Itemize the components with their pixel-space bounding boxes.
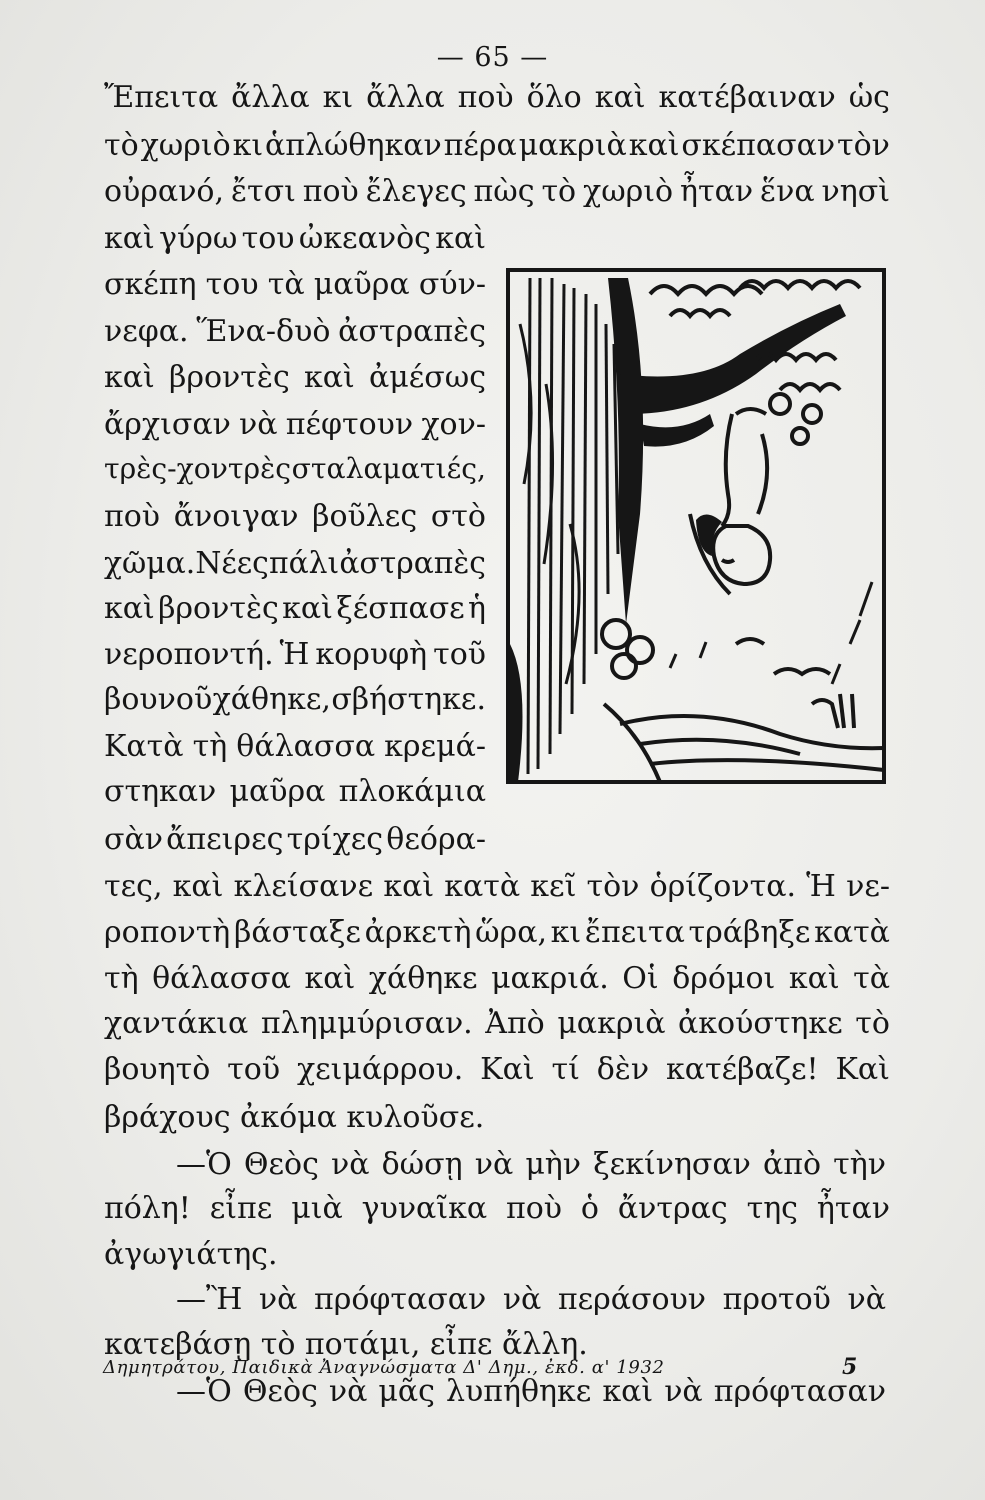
word: καὶ [104, 360, 155, 395]
word: νὰ [239, 407, 278, 442]
word: νησὶ [821, 174, 890, 209]
word: ὁρίζοντα. [649, 869, 796, 904]
word: μιὰ [291, 1191, 343, 1226]
word: ἔλεγες [365, 174, 467, 209]
word: πρόφτασαν [713, 1374, 886, 1409]
word: ἄπειρες [166, 822, 284, 857]
word: στηκαν [104, 774, 217, 809]
word: Ἡ [806, 869, 836, 904]
word: τὴ [104, 961, 139, 996]
word: Ἀπὸ [485, 1006, 545, 1041]
word: τὰ [853, 961, 890, 996]
word: δὲν [596, 1052, 650, 1087]
word: καὶ [104, 591, 155, 626]
word: δρόμοι [672, 961, 776, 996]
word: ἦταν [680, 174, 754, 209]
word: ροποντὴ [104, 915, 231, 950]
word: μὴν [525, 1147, 582, 1182]
word: κι [232, 128, 264, 163]
word: μακριὰ [518, 128, 627, 163]
word: τρίχες [286, 822, 384, 857]
word: δώσῃ [381, 1147, 463, 1182]
footer-citation: Δημητράτου, Παιδικὰ Ἀναγνώσματα Δ' Δημ., ἐκδ. α' 1932 [103, 1357, 665, 1378]
tree-trunk [520, 278, 618, 774]
word: ἄρχισαν [104, 407, 231, 442]
word: ἡ [468, 591, 486, 626]
word: βροντὲς [158, 591, 279, 626]
text-line [176, 1282, 886, 1317]
text-line [104, 407, 486, 442]
word: χάθηκε, [212, 682, 331, 717]
word: στὸ [430, 499, 486, 534]
word: ὥρα, [475, 915, 547, 950]
word: ἀπὸ [763, 1147, 822, 1182]
word: σβήστηκε. [331, 682, 486, 717]
word: Θεὸς [243, 1147, 319, 1182]
word: καὶ [282, 591, 333, 626]
word: ἦταν [816, 1191, 890, 1226]
word: τὸ [541, 174, 577, 209]
word: βροντὲς [168, 360, 290, 395]
word: καὶ [788, 961, 840, 996]
word: του [205, 267, 259, 302]
text-line [104, 221, 486, 256]
text-line [176, 1374, 886, 1409]
text-line [104, 1006, 890, 1041]
word: νε- [846, 869, 890, 904]
word: ποὺ [104, 499, 161, 534]
text-line [104, 267, 486, 302]
word: νὰ [331, 1147, 370, 1182]
word: Νέες [195, 546, 269, 581]
word: μᾶς [378, 1374, 435, 1409]
word: χον- [421, 407, 486, 442]
word: οὐρανό, [104, 174, 225, 209]
word: ὁ [580, 1191, 599, 1226]
word: ἀστραπὲς [339, 546, 486, 581]
word: τες, [104, 869, 163, 904]
word: καὶ [104, 221, 155, 256]
word: τρὲς-χοντρὲς [104, 452, 292, 485]
word: πάλι [269, 546, 340, 581]
word: —Ὁ [176, 1374, 232, 1409]
word: νὰ [258, 1282, 298, 1317]
word: τοῦ [433, 637, 486, 672]
word: ποὺ [457, 80, 514, 115]
word: σύν- [418, 267, 486, 302]
branch [620, 304, 846, 447]
word: εἶπε [209, 1191, 273, 1226]
text-line [104, 1191, 890, 1226]
text-line [104, 682, 486, 717]
word: θάλασσα [236, 729, 376, 764]
word: νὰ [502, 1282, 542, 1317]
text-line [104, 637, 486, 672]
word: ὠκεανὸς [298, 221, 431, 256]
word: νὰ [664, 1374, 703, 1409]
word: μαῦρα [229, 774, 326, 809]
word: κατέβαζε! [666, 1052, 819, 1087]
word: τὰ [267, 267, 305, 302]
text-line [104, 869, 890, 904]
word: προτοῦ [722, 1282, 831, 1317]
word: βοῦλες [312, 499, 418, 534]
text-line: βράχους ἀκόμα κυλοῦσε. [104, 1100, 485, 1135]
word: σκέπη [104, 267, 197, 302]
word: —Ἢ [176, 1282, 243, 1317]
word: ξέσπασε [336, 591, 465, 626]
text-line [104, 360, 486, 395]
word: τὸν [586, 869, 640, 904]
word: καὶ [628, 128, 680, 163]
word: καὶ [602, 1374, 654, 1409]
word: λυπήθηκε [446, 1374, 592, 1409]
word: τὴν [833, 1147, 886, 1182]
text-line [104, 774, 486, 809]
word: καὶ [383, 869, 435, 904]
text-line: κατεβάσῃ τὸ ποτάμι, εἶπε ἄλλη. [104, 1327, 588, 1362]
word: κλείσανε [233, 869, 374, 904]
text-line [104, 452, 486, 485]
word: καὶ [172, 869, 224, 904]
word: Κατὰ [104, 729, 184, 764]
word: πόλη! [104, 1191, 191, 1226]
word: βουητὸ [104, 1052, 211, 1087]
fallen-figures [736, 639, 854, 728]
word: θάλασσα [152, 961, 291, 996]
word: σὰν [104, 822, 163, 857]
word: ἀρκετὴ [364, 915, 472, 950]
word: Οἱ [622, 961, 659, 996]
word: σκέπασαν [681, 128, 836, 163]
text-line [104, 915, 890, 950]
word: νὰ [847, 1282, 886, 1317]
word: ἀκούστηκε [678, 1006, 843, 1041]
word: τοῦ [227, 1052, 281, 1087]
word: πλημμύρισαν. [260, 1006, 473, 1041]
hanging-child [690, 409, 770, 594]
word: περάσουν [557, 1282, 707, 1317]
word: κορυφὴ [315, 637, 428, 672]
text-line [104, 729, 486, 764]
rain-strokes [670, 582, 872, 684]
text-line [104, 80, 890, 115]
text-line [104, 546, 486, 581]
word: τὸ [104, 128, 139, 163]
word: Ἕνα-δυὸ [196, 314, 331, 349]
word: ἔτσι [230, 174, 296, 209]
word: γυναῖκα [361, 1191, 488, 1226]
word: χῶμα. [104, 546, 196, 581]
word: τί [551, 1052, 580, 1087]
word: χωριὸ [140, 128, 231, 163]
word: χαντάκια [104, 1006, 249, 1041]
word: ἄλλα [231, 80, 310, 115]
word: ὅλο [526, 80, 582, 115]
text-line [104, 961, 890, 996]
text-line [104, 314, 486, 349]
word: ἄντρας [617, 1191, 728, 1226]
word: κατὰ [814, 915, 890, 950]
word: βάσταξε [233, 915, 361, 950]
word: ἄνοιγαν [173, 499, 299, 534]
word: της [746, 1191, 798, 1226]
bush [602, 620, 653, 678]
text-line [104, 591, 486, 626]
word: Καὶ [835, 1052, 890, 1087]
text-line [104, 822, 486, 857]
text-line [104, 174, 890, 209]
word: πλοκάμια [338, 774, 486, 809]
word: Ἡ [279, 637, 310, 672]
word: χειμάρρου. [296, 1052, 464, 1087]
word: Ἔπειτα [104, 80, 219, 115]
signature-number: 5 [842, 1354, 858, 1380]
word: κεῖ [530, 869, 577, 904]
word: τὸ [855, 1006, 890, 1041]
word: ποὺ [302, 174, 359, 209]
word: γύρω [159, 221, 238, 256]
word: σταλαματιές, [291, 452, 486, 485]
word: κι [322, 80, 354, 115]
woodcut-illustration [500, 264, 892, 790]
word: Καὶ [480, 1052, 535, 1087]
word: πὼς [473, 174, 535, 209]
word: του [241, 221, 295, 256]
word: πρόφτασαν [313, 1282, 487, 1317]
word: νεροποντή. [104, 637, 274, 672]
word: κατὰ [444, 869, 521, 904]
word: κι [550, 915, 582, 950]
word: ἕνα [760, 174, 815, 209]
word: καὶ [303, 360, 355, 395]
word: μακριά. [491, 961, 609, 996]
word: θεόρα- [386, 822, 486, 857]
word: ἔπειτα [584, 915, 685, 950]
word: καὶ [594, 80, 646, 115]
word: ἀμέσως [368, 360, 486, 395]
word: ὡς [848, 80, 890, 115]
word: τὸν [837, 128, 890, 163]
word: κρεμά- [384, 729, 486, 764]
word: κατέβαιναν [658, 80, 836, 115]
word: νεφα. [104, 314, 189, 349]
word: μακριὰ [557, 1006, 666, 1041]
word: καὶ [435, 221, 486, 256]
word: νὰ [474, 1147, 514, 1182]
word: βουνοῦ [104, 682, 213, 717]
word: —Ὁ [176, 1147, 232, 1182]
word: ποὺ [506, 1191, 563, 1226]
word: τὴ [192, 729, 228, 764]
word: ξεκίνησαν [593, 1147, 751, 1182]
text-line [176, 1147, 886, 1182]
word: χωριὸ [583, 174, 674, 209]
word: ἄλλα [366, 80, 445, 115]
text-line [104, 128, 890, 163]
word: Θεὸς [242, 1374, 318, 1409]
word: νὰ [328, 1374, 368, 1409]
word: μαῦρα [313, 267, 410, 302]
word: πέφτουν [285, 407, 414, 442]
text-line: ἀγωγιάτης. [104, 1237, 278, 1272]
text-line [104, 499, 486, 534]
word: τράβηξε [688, 915, 811, 950]
word: ἁπλώθηκαν [264, 128, 442, 163]
word: χάθηκε [368, 961, 478, 996]
word: ἀστραπὲς [338, 314, 486, 349]
text-line [104, 1052, 890, 1087]
page-number: — 65 — [436, 42, 549, 73]
word: καὶ [304, 961, 356, 996]
word: πέρα [443, 128, 517, 163]
